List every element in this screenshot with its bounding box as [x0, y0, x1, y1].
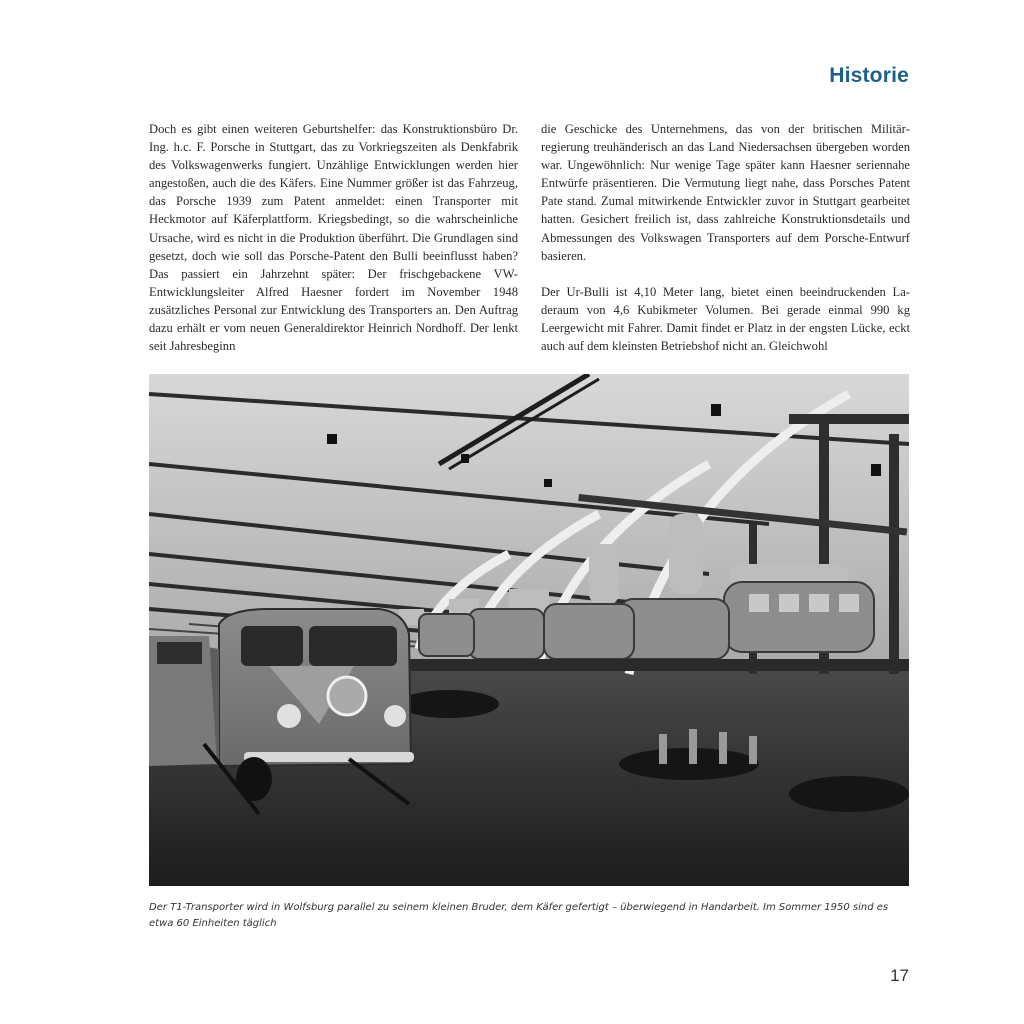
- body-paragraph: Der Ur-Bulli ist 4,10 Meter lang, bietet einen beeindruckenden Laderaum von 4,6 Kubikmeter Volumen. Bei gerade einmal 990 kg Leergewicht mit Fahrer. Damit findet er Platz in der engsten Lücke, eckt auch auf dem kleinsten Betriebshof nicht an. Gleichwohl: [541, 284, 910, 354]
- body-paragraph: die Geschicke des Unternehmens, das von der britischen Militärregierung treuhänderisch an das Land Niedersachsen übergeben worden war. Ungewöhnlich: Nur wenige Tage später kann Haesner seriennahe Entwürfe präsentieren. Die Vermutung liegt nahe, dass Porsches Patent Pate stand. Zumal mitwirkende Entwickler zuvor in Stuttgart gearbeitet hatten. Gesichert freilich ist, dass zahlreiche Konstruktionsdetails und Abmessungen des Volkswagen Transporters auf dem Porsche-Entwurf basieren.: [541, 122, 910, 263]
- section-title: Historie: [829, 64, 909, 87]
- factory-photo: [149, 374, 909, 886]
- page-number: 17: [890, 966, 909, 985]
- factory-photo-illustration: [149, 374, 909, 886]
- text-column-left: [149, 120, 518, 355]
- text-column-right: [541, 120, 910, 355]
- body-paragraph: Doch es gibt einen weiteren Geburtshelfer: das Konstruktionsbüro Dr. Ing. h.c. F. Porsche in Stuttgart, das zu Vorkriegszeiten als Denkfabrik des Volkswagenwerks fungiert. Unzählige Entwicklungen werden hier angestoßen, auch die des Käfers. Eine Nummer größer ist das Fahrzeug, das Porsche 1939 zum Patent anmeldet: einen Transporter mit Heckmotor auf Käferplattform. Kriegsbedingt, so die wahrscheinliche Ursache, wird es nicht in die Produktion überführt. Die Grundlagen sind gesetzt, doch wie soll das Porsche-Patent den Bulli beeinflusst haben? Das passiert ein Jahrzehnt später: Der frischgebackene VW-Entwicklungsleiter Alfred Haesner fordert im November 1948 zusätzliches Personal zur Entwicklung des Transporters an. Den Auftrag dazu erhält er vom neuen Generaldirektor Heinrich Nordhoff. Der lenkt seit Jahresbeginn: [149, 122, 518, 354]
- figure-caption: Der T1-Transporter wird in Wolfsburg parallel zu seinem kleinen Bruder, dem Käfer gefertigt – überwiegend in Handarbeit. Im Sommer 1950 sind es etwa 60 Einheiten täglich: [149, 902, 889, 929]
